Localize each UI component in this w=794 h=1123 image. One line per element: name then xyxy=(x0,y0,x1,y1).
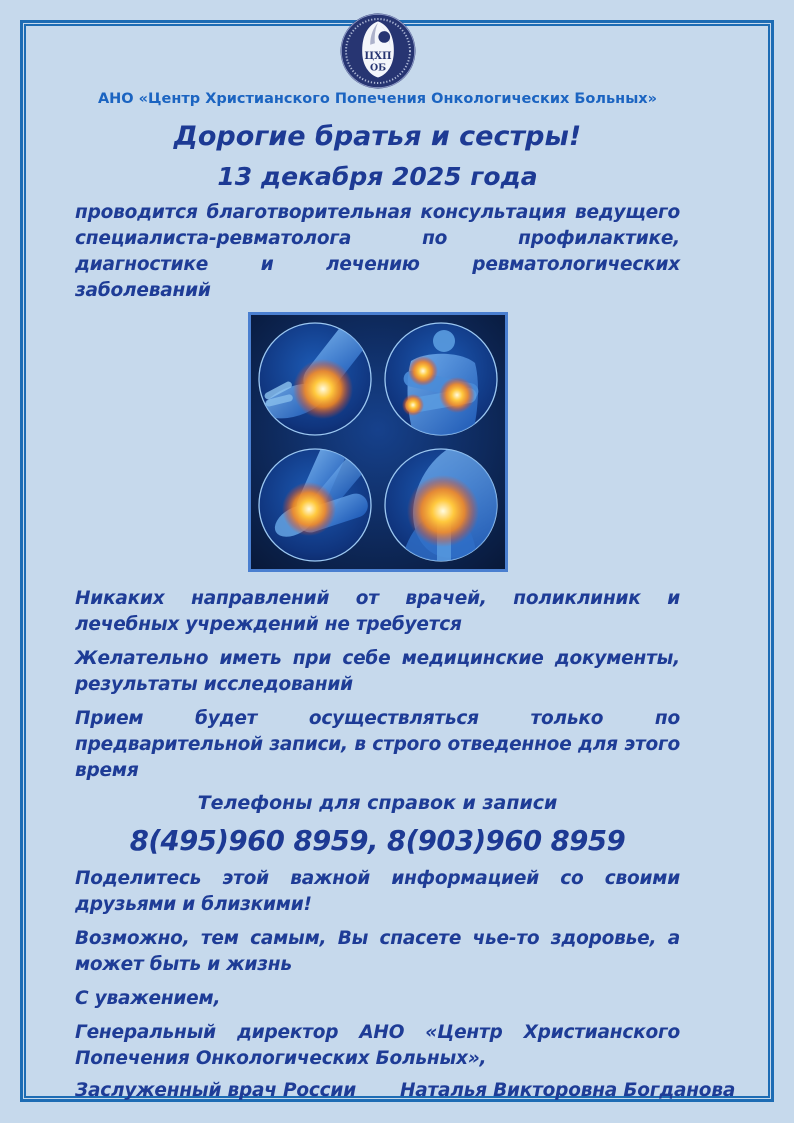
phone-numbers: 8(495)960 8959, 8(903)960 8959 xyxy=(129,825,626,857)
share-paragraph: Поделитесь этой важной информацией со своими друзьями и близкими! xyxy=(75,868,680,915)
intro-paragraph: проводится благотворительная консультация ведущего специалиста-ревматолога по профилактике, диагностике и лечению ревматологических заболеваний xyxy=(75,202,680,301)
signature-title: Заслуженный врач России xyxy=(75,1080,356,1101)
appointment-paragraph: Прием будет осуществляться только по предварительной записи, в строго отведенное для этого время xyxy=(75,708,680,781)
phones-caption: Телефоны для справок и записи xyxy=(197,792,558,814)
salutation-heading: Дорогие братья и сестры! xyxy=(173,121,582,152)
regards-line: С уважением, xyxy=(75,988,221,1009)
maybe-paragraph: Возможно, тем самым, Вы спасете чье-то здоровье, а может быть и жизнь xyxy=(75,928,680,975)
documents-paragraph: Желательно иметь при себе медицинские документы, результаты исследований xyxy=(75,648,680,695)
signature-name: Наталья Викторовна Богданова xyxy=(399,1080,736,1101)
signature-line xyxy=(75,1078,736,1104)
org-name: АНО «Центр Христианского Попечения Онкологических Больных» xyxy=(97,91,658,107)
flyer-content xyxy=(75,7,736,1104)
director-line: Генеральный директор АНО «Центр Христианского Попечения Онкологических Больных», xyxy=(75,1022,680,1069)
date-heading: 13 декабря 2025 года xyxy=(217,162,538,191)
org-logo-icon xyxy=(339,12,417,90)
logo-letters-top: ЦХП xyxy=(363,49,392,62)
no-referral-paragraph: Никаких направлений от врачей, поликлиник и лечебных учреждений не требуется xyxy=(75,588,680,635)
consultation-photo xyxy=(248,312,508,572)
logo-letters-bottom: ОБ xyxy=(369,62,386,74)
